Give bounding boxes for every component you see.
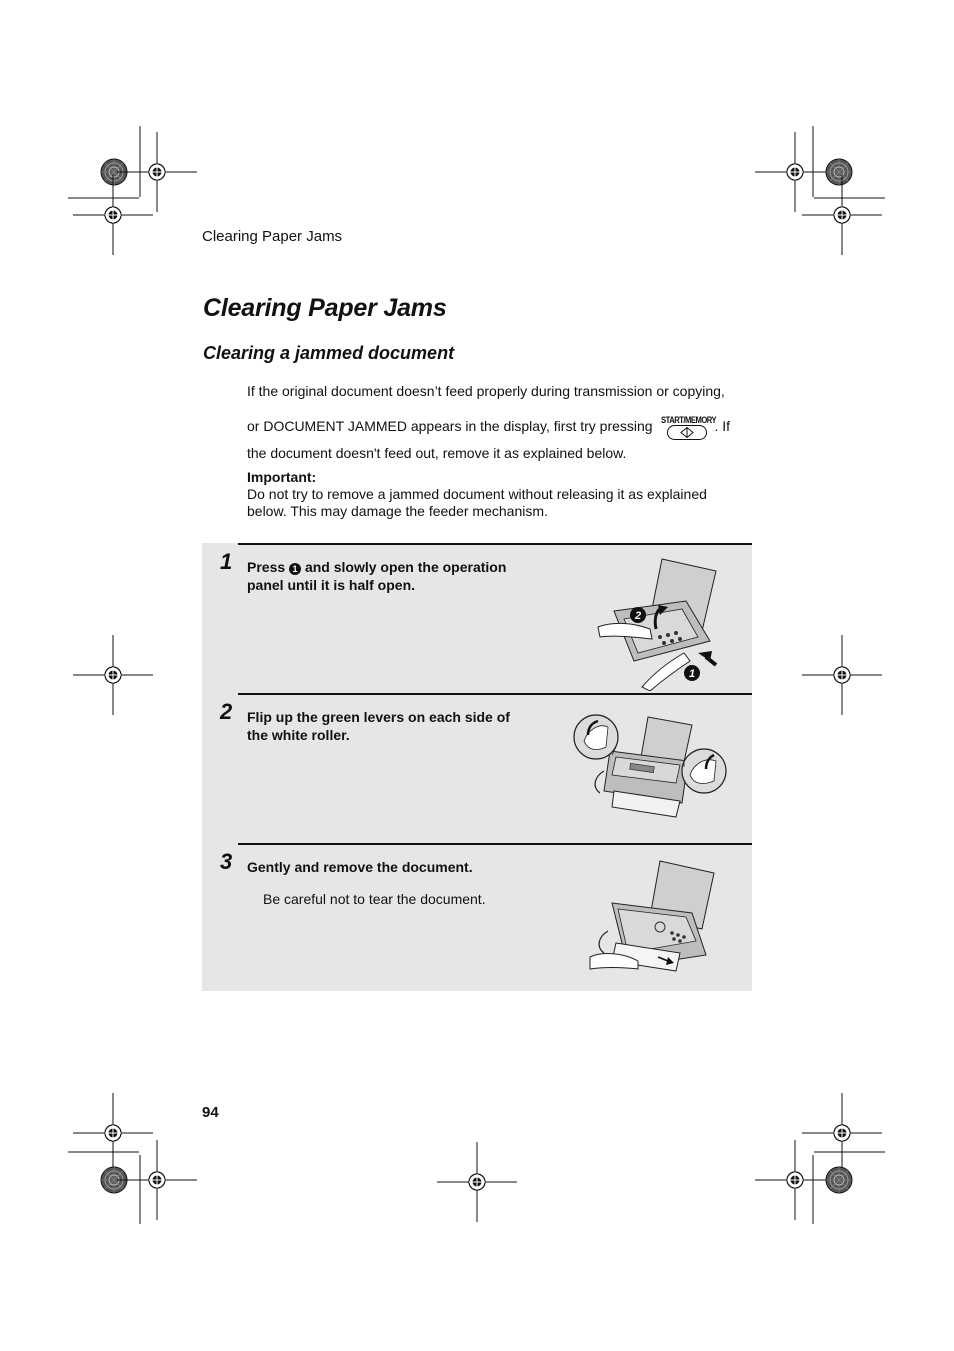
start-memory-key xyxy=(660,413,716,443)
steps-panel xyxy=(202,543,752,991)
step-3 xyxy=(202,843,752,993)
step-instruction: Flip up the green levers on each side of the white roller. xyxy=(247,709,510,743)
circled-number-icon: 1 xyxy=(289,563,301,575)
intro-line-2-after: . If xyxy=(714,418,731,434)
step-1 xyxy=(202,543,752,693)
important-label: Important: xyxy=(247,469,317,485)
fax-open-panel-illustration xyxy=(594,549,724,691)
fax-green-levers-illustration xyxy=(570,711,730,823)
page-number: 94 xyxy=(202,1104,219,1121)
running-header: Clearing Paper Jams xyxy=(202,228,343,245)
step-divider xyxy=(238,693,752,695)
important-note xyxy=(247,469,747,520)
step-text-after: and slowly open the operation panel until it is half open. xyxy=(247,559,507,593)
step-note: Be careful not to tear the document. xyxy=(263,891,486,907)
step-divider xyxy=(238,543,752,545)
intro-line-3: the document doesn't feed out, remove it as explained below. xyxy=(247,445,627,461)
step-text-before: Press xyxy=(247,559,286,575)
fax-remove-document-illustration xyxy=(588,857,718,981)
start-memory-button-icon xyxy=(667,425,707,440)
page-title: Clearing Paper Jams xyxy=(203,294,447,322)
step-instruction: Gently and remove the document. xyxy=(247,859,473,875)
step-number: 3 xyxy=(220,849,233,874)
step-divider xyxy=(238,843,752,845)
step-2 xyxy=(202,693,752,843)
start-memory-key-label: START/MEMORY xyxy=(660,415,716,425)
section-title: Clearing a jammed document xyxy=(203,343,455,363)
callout-2: 2 xyxy=(634,610,642,622)
intro-line-1: If the original document doesn’t feed properly during transmission or copying, xyxy=(247,383,725,399)
callout-1: 1 xyxy=(688,668,696,680)
step-number: 1 xyxy=(220,549,233,574)
intro-line-2 xyxy=(247,413,747,443)
step-number: 2 xyxy=(220,699,233,724)
important-text: Do not try to remove a jammed document without releasing it as explained below. This may damage the feeder mechanism. xyxy=(247,486,707,519)
step-instruction xyxy=(247,558,527,594)
intro-line-2-before: or DOCUMENT JAMMED appears in the display, first try pressing xyxy=(247,418,653,434)
intro-paragraph xyxy=(247,381,747,463)
